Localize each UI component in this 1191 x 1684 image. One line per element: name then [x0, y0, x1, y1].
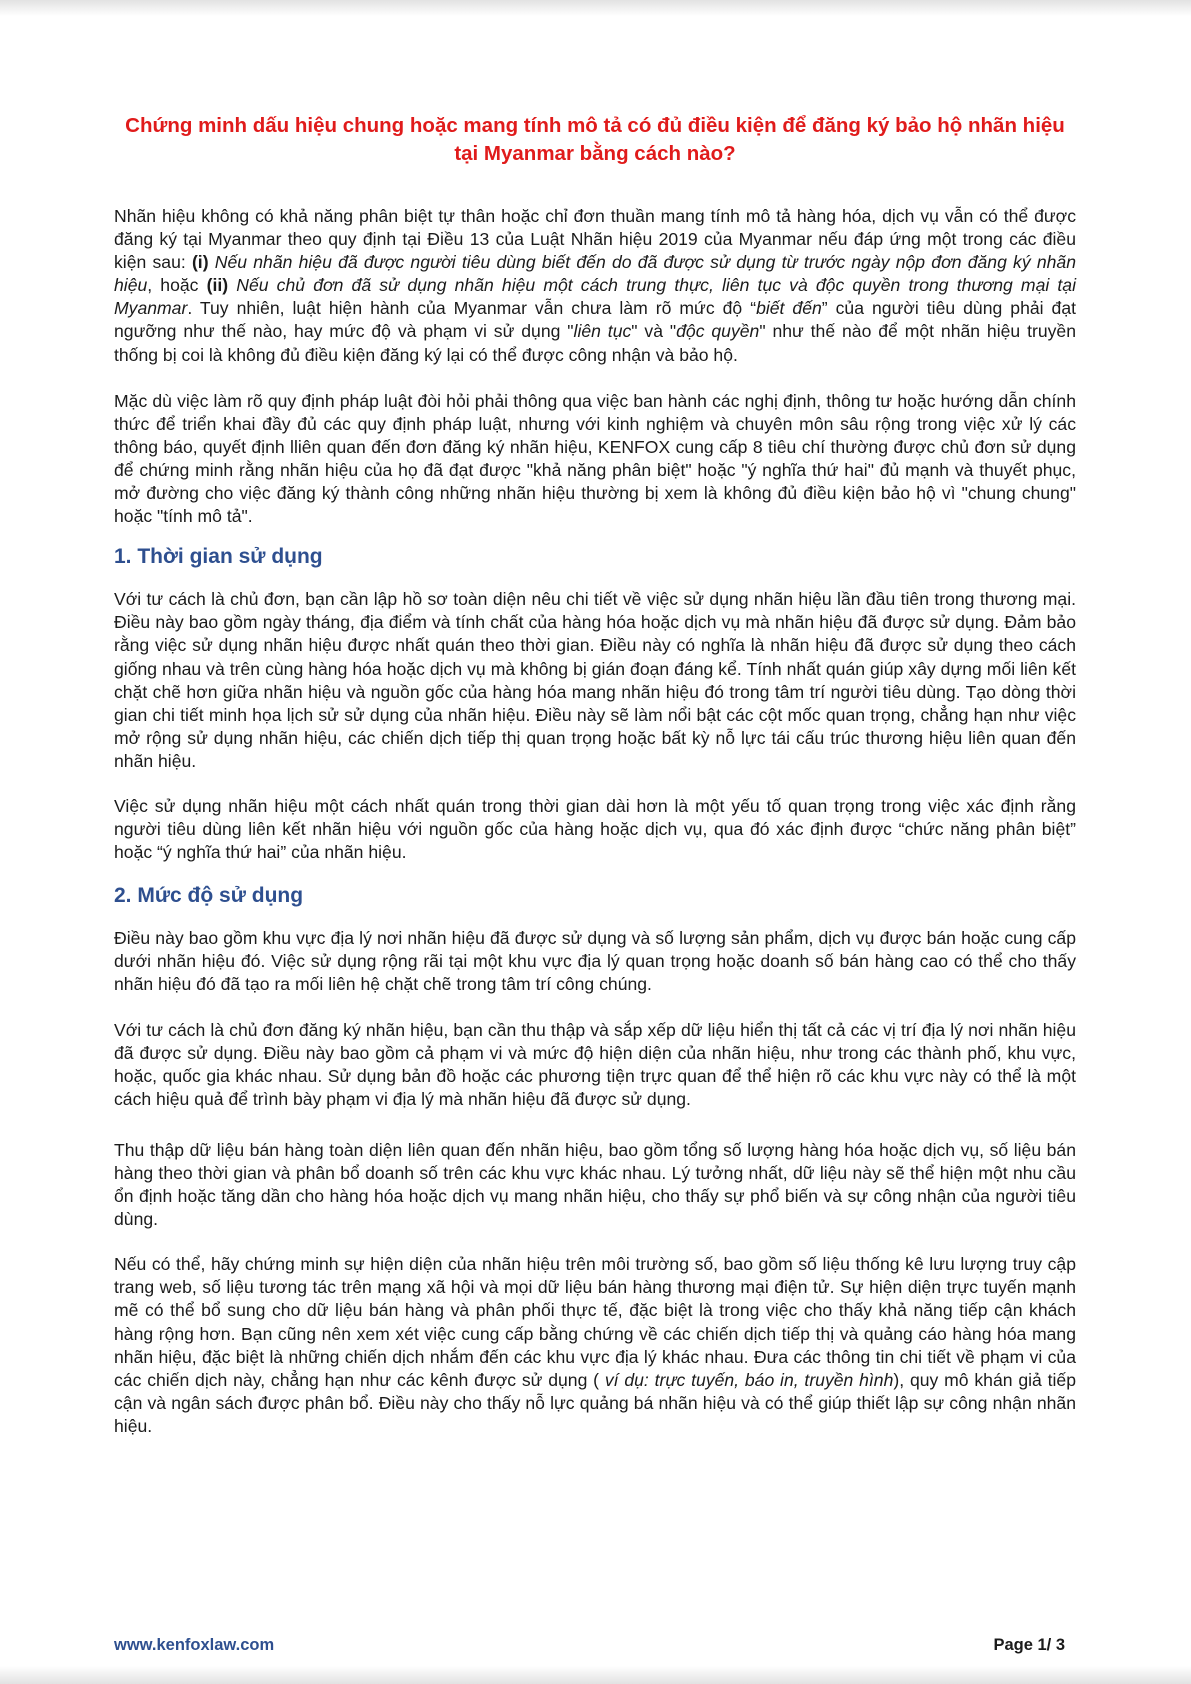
section-2-paragraph-2: Với tư cách là chủ đơn đăng ký nhãn hiệu, bạn cần thu thập và sắp xếp dữ liệu hiển thị tất cả các vị trí địa lý nơi nhãn hiệu đã được sử dụng. Điều này bao gồm cả phạm vi và mức độ hiện diện của nhãn hiệu, như trong các thành phố, khu vực, hoặc, quốc gia khác nhau. Sử dụng bản đồ hoặc các phương tiện trực quan để thể hiện rõ các khu vực này có thể là một cách hiệu quả để trình bày phạm vi địa lý mà nhãn hiệu đã được sử dụng.	[114, 1019, 1076, 1109]
intro-paragraph-2: Mặc dù việc làm rõ quy định pháp luật đòi hỏi phải thông qua việc ban hành các nghị định, thông tư hoặc hướng dẫn chính thức để triển khai đầy đủ các quy định pháp luật, nhưng với kinh nghiệm và chuyên môn sâu rộng trong việc xử lý các thông báo, quyết định lliên quan đến đơn đăng ký nhãn hiệu, KENFOX cung cấp 8 tiêu chí thường được chủ đơn sử dụng để chứng minh rằng nhãn hiệu của họ đã đạt được "khả năng phân biệt" hoặc "ý nghĩa thứ hai" đủ mạnh và thuyết phục, mở đường cho việc đăng ký thành công những nhãn hiệu thường bị xem là không đủ điều kiện bảo hộ vì "chung chung" hoặc "tính mô tả".	[114, 390, 1076, 527]
page-top-shadow	[0, 0, 1191, 16]
section-1-paragraph-2: Việc sử dụng nhãn hiệu một cách nhất quán trong thời gian dài hơn là một yếu tố quan trọng trong việc xác định rằng người tiêu dùng liên kết nhãn hiệu với nguồn gốc của hàng hoặc dịch vụ, qua đó xác định được “chức năng phân biệt” hoặc “ý nghĩa thứ hai” của nhãn hiệu.	[114, 795, 1076, 863]
intro-text-c: , hoặc	[147, 275, 207, 296]
section-2-p4-text-a: Nếu có thể, hãy chứng minh sự hiện diện của nhãn hiệu trên môi trường số, bao gồm số liệu thống kê lưu lượng truy cập trang web, số liệu tương tác trên mạng xã hội và mọi dữ liệu bán hàng thương mại điện tử. Sự hiện diện trực tuyến mạnh mẽ có thể bổ sung cho dữ liệu bán hàng và phân phối thực tế, đặc biệt là trong việc cho thấy khả năng tiếp cận khách hàng rộng hơn. Bạn cũng nên xem xét việc cung cấp bằng chứng về các chiến dịch tiếp thị và quảng cáo hàng hóa mang nhãn hiệu, đặc biệt là những chiến dịch nhắm đến các khu vực địa lý khác nhau. Đưa các thông tin chi tiết về phạm vi của các chiến dịch này, chẳng hạn như các kênh được sử dụng (	[114, 1254, 1076, 1390]
intro-text-a: Nhãn hiệu không có khả năng phân biệt tự thân hoặc chỉ đơn thuần mang tính mô tả hàng hóa, dịch vụ vẫn có thể được đăng ký tại Myanmar theo quy định tại Điều 13 của Luật Nhãn hiệu 2019 của Myanmar nếu đáp ứng một trong các điều kiện sau:	[114, 206, 1076, 273]
intro-text-g: " như thế nào để một nhãn hiệu truyền thống bị coi là không đủ điều kiện đăng ký lại có thể được công nhận và bảo hộ.	[114, 321, 1076, 365]
footer-page-number: Page 1/ 3	[993, 1636, 1065, 1654]
term-continuous: liên tục	[573, 321, 632, 342]
intro-paragraph-1	[114, 205, 1076, 367]
section-2-p4-text-b: ), quy mô khán giả tiếp cận và ngân sách được phân bổ. Điều này cho thấy nỗ lực quảng bá nhãn hiệu và có thể giúp thiết lập sự công nhận nhãn hiệu.	[114, 1369, 1076, 1436]
condition-ii-text: Nếu chủ đơn đã sử dụng nhãn hiệu một cách trung thực, liên tục và độc quyền trong thương mại tại Myanmar	[114, 275, 1076, 319]
document-body	[114, 205, 1076, 1438]
intro-text-e: ” của người tiêu dùng phải đạt ngưỡng như thế nào, hay mức độ và phạm vi sử dụng "	[114, 298, 1076, 342]
section-2-paragraph-4	[114, 1253, 1076, 1438]
footer-website-link[interactable]: www.kenfoxlaw.com	[114, 1636, 275, 1654]
intro-text-d: . Tuy nhiên, luật hiện hành của Myanmar vẫn chưa làm rõ mức độ “	[187, 298, 757, 319]
section-2-paragraph-1: Điều này bao gồm khu vực địa lý nơi nhãn hiệu đã được sử dụng và số lượng sản phẩm, dịch vụ được bán hoặc cung cấp dưới nhãn hiệu đó. Việc sử dụng rộng rãi tại một khu vực địa lý quan trọng hoặc doanh số bán hàng cao có thể cho thấy nhãn hiệu đó đã tạo ra mối liên hệ chặt chẽ trong tâm trí công chúng.	[114, 928, 1076, 995]
intro-text-f: " và "	[631, 321, 677, 342]
condition-i-marker: (i)	[191, 252, 209, 273]
section-2-heading: 2. Mức độ sử dụng	[114, 884, 304, 908]
condition-ii-marker: (ii)	[206, 275, 229, 296]
page-bottom-shadow	[0, 1666, 1191, 1684]
section-1-paragraph-1: Với tư cách là chủ đơn, bạn cần lập hồ sơ toàn diện nêu chi tiết về việc sử dụng nhãn hiệu lần đầu tiên trong thương mại. Điều này bao gồm ngày tháng, địa điểm và tính chất của hàng hóa hoặc dịch vụ mà nhãn hiệu đã được sử dụng. Đảm bảo rằng việc sử dụng nhãn hiệu được nhất quán theo thời gian. Điều này có nghĩa là nhãn hiệu đã được sử dụng theo cách giống nhau và trên cùng hàng hóa hoặc dịch vụ mà không bị gián đoạn đáng kể. Tính nhất quán giúp xây dựng mối liên kết chặt chẽ hơn giữa nhãn hiệu và nguồn gốc của hàng hóa mang nhãn hiệu đó trong tâm trí người tiêu dùng. Tạo dòng thời gian chi tiết minh họa lịch sử sử dụng của nhãn hiệu. Điều này sẽ làm nổi bật các cột mốc quan trọng, chẳng hạn như việc mở rộng sử dụng nhãn hiệu, các chiến dịch tiếp thị quan trọng hoặc bất kỳ nỗ lực tái cấu trúc thương hiệu liên quan đến nhãn hiệu.	[114, 589, 1076, 771]
term-exclusive: độc quyền	[676, 321, 760, 342]
section-2-p4-example: ví dụ: trực tuyến, báo in, truyền hình	[604, 1369, 894, 1390]
condition-i-text: Nếu nhãn hiệu đã được người tiêu dùng biết đến do đã được sử dụng từ trước ngày nộp đơn đăng ký nhãn hiệu	[114, 252, 1077, 296]
section-2-paragraph-3: Thu thập dữ liệu bán hàng toàn diện liên quan đến nhãn hiệu, bao gồm tổng số lượng hàng hóa hoặc dịch vụ, số liệu bán hàng theo thời gian và phân bổ doanh số trên các khu vực khác nhau. Lý tưởng nhất, dữ liệu này sẽ thể hiện một nhu cầu ổn định hoặc tăng dần cho hàng hóa hoặc dịch vụ mang nhãn hiệu, cho thấy sự phổ biến và sự công nhận của người tiêu dùng.	[114, 1139, 1076, 1230]
term-known: biết đến	[756, 298, 822, 319]
section-1-heading: 1. Thời gian sử dụng	[114, 545, 323, 569]
document-title: Chứng minh dấu hiệu chung hoặc mang tính mô tả có đủ điều kiện để đăng ký bảo hộ nhãn hiệu tại Myanmar bằng cách nào?	[125, 114, 1065, 165]
